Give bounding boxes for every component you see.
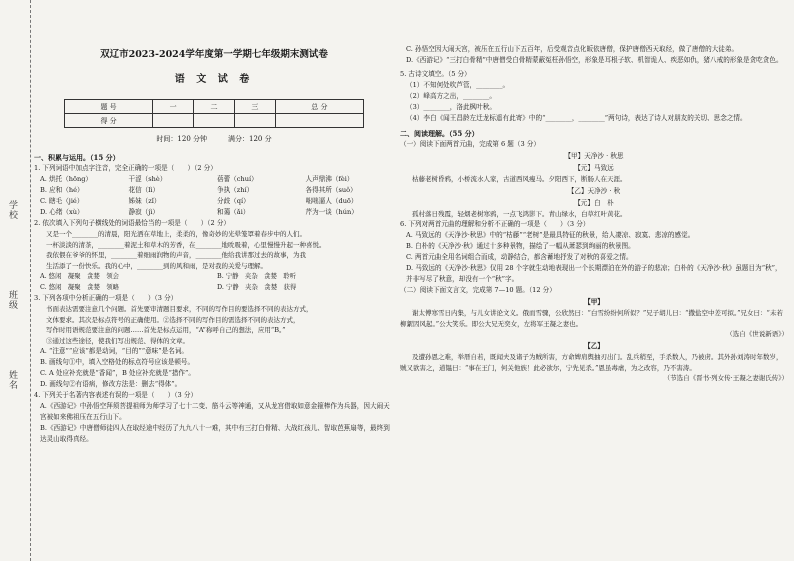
passage-line: 我依偎在爷爷的怀里，________着细雨润物的声音，________他给我讲那过去的故事，为我 [46,251,306,259]
section-2-heading: 二、阅读理解。（55 分） [400,129,479,138]
blank-item: （4）李白《闻王昌龄左迁龙标遥有此寄》中的“________，________”两句诗，表达了诗人对朋友的关切、思念之情。 [406,114,747,122]
option: B. 应和（hé） [40,186,84,194]
option: A. 悠闲 凝聚 贪婪 领会 [40,272,119,280]
question-1-options [34,174,394,218]
option: 各得其所（suǒ） [305,186,357,194]
score-cell[interactable] [153,114,194,128]
question-4: 4. 下列关于名著内容表述有误的一项是（ ）（3 分） [34,391,198,399]
option: 蓓蕾（chuí） [217,175,258,183]
score-cell: 题 号 [65,100,153,114]
question-5: 5. 古诗文填空。（5 分） [400,70,471,78]
score-cell: 得 分 [65,114,153,128]
time-line: 时间：120 分钟 满分：120 分 [156,135,272,143]
source-jia: （选自《世说新语》） [726,330,788,338]
option: 静寂（jì） [128,208,160,216]
option: A. “注意”“应该”都是动词，“目的”“意味”是名词。 [40,347,189,355]
poem-2-author: 【元】白 朴 [574,198,614,207]
passage-line: 写作时用语规范要注意的问题……首先是标点运用，“A”称呼自己的想法，应用“B。” [46,326,286,334]
option: 干涩（shè） [128,175,167,183]
score-cell: 二 [194,100,235,114]
source-yi: （节选自《晋书·列女传·王凝之妻谢氏传》） [663,374,788,382]
option: A. 烘托（hōng） [40,175,93,183]
option: D. 马致远的《天净沙·秋思》仅用 28 个字就生动地表现出一个长期漂泊在外的游子的悲凉；白朴的《天净沙·秋》虽题目为“秋”，并非写尽了秋意，却没有一个“秋”字。 [406,264,782,283]
score-cell: 三 [234,100,275,114]
option: 人声鼎沸（fèi） [305,175,354,183]
option: B. 画线句①中，填入空格处的标点符号应该是顿号。 [40,358,195,366]
passage-line: 生活添了一份快乐。我的心中，________到的风和雨，是对我的关爱与理解。 [46,261,267,270]
option: A.《西游记》中孙悟空拜须菩提祖师为师学习了七十二变、筋斗云等神通，又从龙宫借取如意金箍棒作为兵器，因大闹天宫被如来佛祖压在五行山下。 [40,402,390,421]
passage-line: 书面表达需要注意几个问题。首先要审清题目要求，不同的写作目的要选择不同的表达方式， [46,305,313,313]
binding-school: 学校 [7,200,17,220]
option: C. 两首元曲全用名词组合而成，动静结合，都含蓄地抒发了对秋的喜爱之情。 [406,253,633,261]
poem-1-text: 枯藤老树昏鸦，小桥流水人家，古道西风瘦马。夕阳西下，断肠人在天涯。 [412,175,627,183]
passage-line: 又是一个________的清晨，阳光洒在草地上，柔柔的，像奇妙的光晕笼罩着春步中的人们。 [46,230,306,238]
question-3: 3. 下列各项中分析正确的一项是（ ）（3 分） [34,294,178,302]
passage-jia: 谢太傅寒雪日内集，与儿女讲论文义。俄而雪骤，公欣然曰：“白雪纷纷何所似？”兄子胡儿曰：“撒盐空中差可拟。”兄女曰：“未若柳絮因风起。”公大笑乐。即公大兄无奕女，左将军王凝之妻也。 [400,309,783,328]
passage-line: 文体要求。其次是标点符号的正确使用。②选择不同的写作目的需选择不同的表达方式， [46,315,300,324]
poem-2-text: 孤村落日残霞，轻烟老树寒鸦，一点飞鸿影下。青山绿水，白草红叶黄花。 [412,209,627,218]
option: C. 悠闲 凝聚 贪婪 领略 [40,283,120,291]
option: 分歧（qí） [217,197,250,205]
option: 和蔼（ǎi） [217,208,250,216]
passage-yi: 及遭孙恩之难，举厝自若，既闻夫及诸子为贼所害，方命婢肩舆抽刃出门。乱兵稍至，手杀数人，乃被虏。其外孙刘涛时年数岁，贼又欲害之，道韫曰：“事在王门，何关他族！此必欲尔，宁先见杀。”恩虽毒虐，为之改容，乃不害涛。 [400,353,783,372]
poem-1-title: 【甲】天净沙 · 秋思 [564,152,624,160]
question-1: 1. 下列词语中加点字注音，完全正确的一项是（ ）（2 分） [34,164,217,172]
option: 花信（lì） [128,186,160,194]
binding-class: 班级 [7,290,17,310]
section-1-heading: 一、积累与运用。（15 分） [34,153,120,162]
score-cell[interactable] [194,114,235,128]
blank-item: （1）不知何处吹芦管，________。 [406,81,510,89]
option: B. 宁静 夹杂 贪婪 聆听 [217,272,297,280]
exam-title: 双辽市2023-2024学年度第一学期七年级期末测试卷 [100,49,328,60]
subsection-2: （二）阅读下面文言文，完成第 7—10 题。（12 分） [400,286,556,294]
question-2: 2. 依次填入下列句子横线处的词语最恰当的一项是（ ）（2 分） [34,219,231,227]
poem-2-title: 【乙】天净沙 · 秋 [567,186,621,195]
binding-name: 姓名 [7,370,17,390]
option: B. 白朴的《天净沙·秋》通过十多种景物，描绘了一幅从萧瑟到绚丽的秋景图。 [406,242,635,250]
option: D. 画线句②有语病，修改方法是：删去“得体”。 [40,380,182,388]
poem-1-author: 【元】马致远 [574,164,614,172]
option: 咄咄逼人（duō） [305,197,358,205]
option: 争执（zhí） [217,186,254,194]
score-cell: 一 [153,100,194,114]
option: A. 马致远的《天净沙·秋思》中的“枯藤”“老树”是最具特征的秋景，给人凄凉、寂寞、悲凉的感觉。 [406,231,695,239]
right-column [400,0,788,561]
blank-item: （3）________，洛此枫叶秋。 [406,103,496,111]
subsection-1: （一）阅读下面两首元曲，完成第 6 题（3 分） [400,140,540,148]
left-column [34,0,394,561]
option: D. 心绪（xù） [40,208,84,216]
score-cell[interactable] [234,114,275,128]
option: C. A 处应补充就是“香闻”，B 处应补充就是“措作”。 [40,369,195,377]
score-cell: 总 分 [275,100,363,114]
option: D. 宁静 夹杂 贪婪 获得 [217,283,297,291]
binding-margin [0,0,31,561]
passage-yi-label: 【乙】 [584,342,604,350]
option: C. 孙悟空因大闹天宫，被压在五行山下五百年，后受观音点化皈依唐僧，保护唐僧西天取经，做了唐僧的大徒弟。 [406,45,739,53]
option: 芹为一谈（hún） [305,208,358,216]
option: 姊妹（zǐ） [128,197,161,205]
exam-subject: 语 文 试 卷 [174,74,254,85]
score-cell[interactable] [275,114,363,128]
passage-jia-label: 【甲】 [584,298,604,306]
option: C. 瞎毛（jié） [40,197,84,205]
question-2-options [34,271,394,293]
option: B.《西游记》中唐僧师徒四人在取经途中经历了九九八十一难，其中有三打白骨精、大战红孩儿、智取芭蕉扇等，最终到达灵山取得真经。 [40,424,390,443]
passage-line: 一杯淡淡的清茶，________着泥土和草木的芳香，在________地吮吸着，心里慢慢升起一种喜悦。 [46,240,326,249]
option: D.《西游记》“三打白骨精”中唐僧受白骨精蒙蔽冤枉孙悟空，形象是耳根子软、机智诡人、疾恶如仇，猪八戒的形象是贪吃贪色。 [406,56,783,64]
passage-line: ③通过这些途径，使我们写出规范、得体的文章。 [46,336,189,345]
question-6: 6. 下列对两首元曲的理解和分析不正确的一项是（ ）（3 分） [400,220,590,228]
score-table [64,99,364,128]
blank-item: （2）峰高方之出，________。 [406,92,496,100]
